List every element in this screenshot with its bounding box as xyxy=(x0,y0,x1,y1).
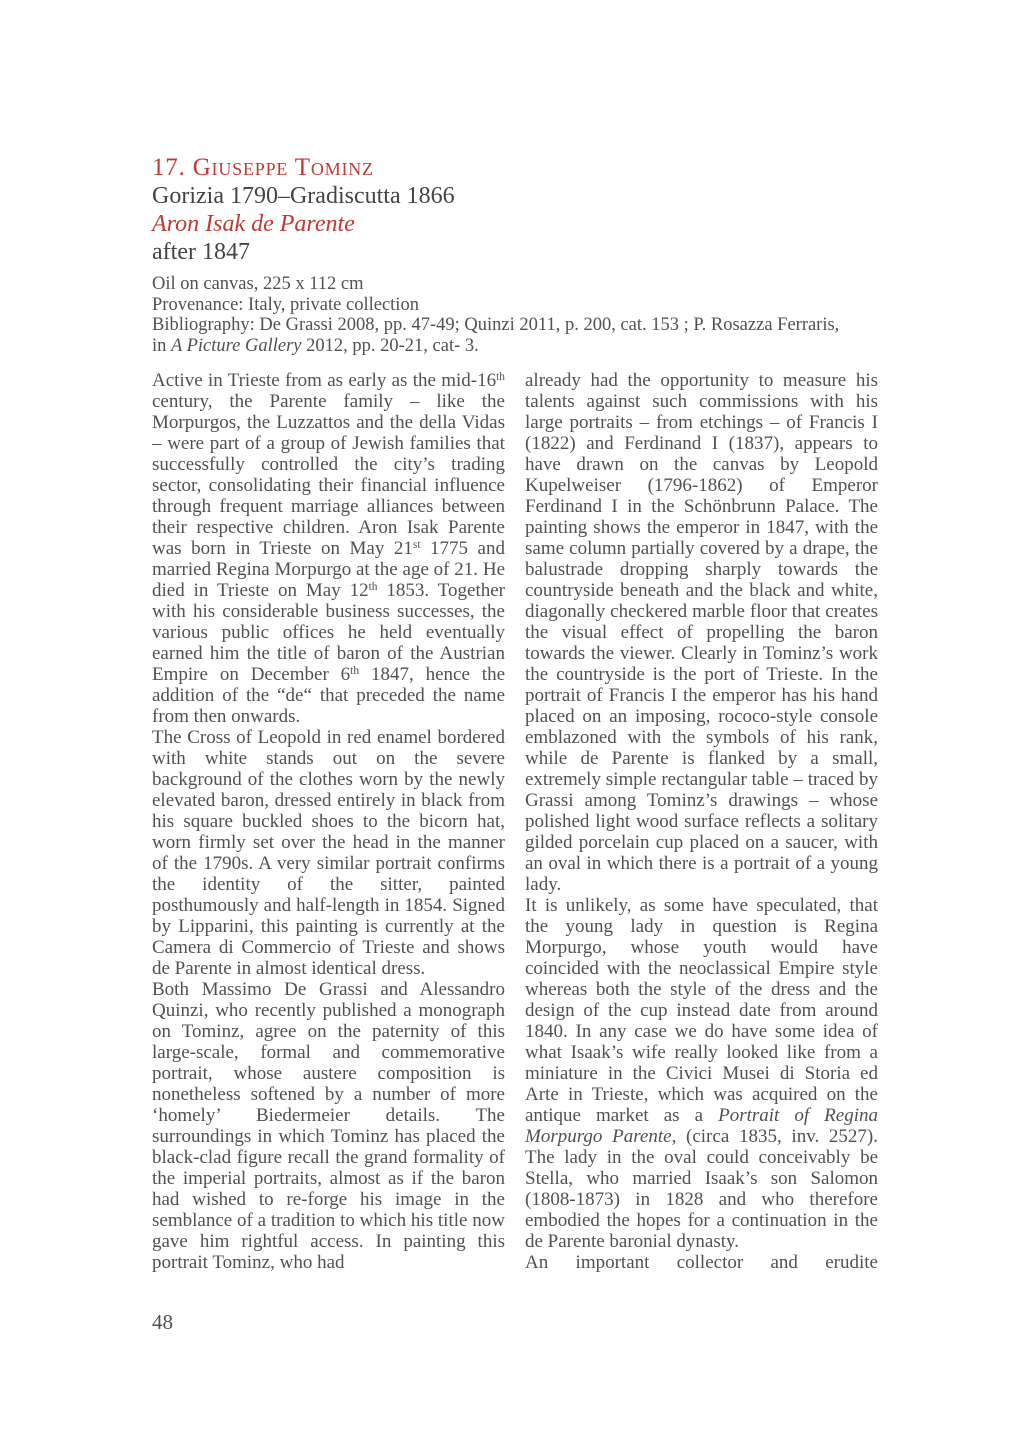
right-column xyxy=(525,370,878,1273)
entry-heading: 17. Giuseppe Tominz xyxy=(152,154,374,181)
work-title: Aron Isak de Parente xyxy=(152,211,355,237)
bibliography-line-1: Bibliography: De Grassi 2008, pp. 47-49; Quinzi 2011, p. 200, cat. 153 ; P. Rosazza Ferraris, xyxy=(152,315,840,335)
paragraph: The Cross of Leopold in red enamel bordered with white stands out on the severe background of the clothes worn by the newly elevated baron, dressed entirely in black from his square buckled shoes to the bicorn hat, worn firmly set over the head in the manner of the 1790s. A very similar portrait confirms the identity of the sitter, painted posthumously and half-length in 1854. Signed by Lipparini, this painting is currently at the Camera di Commercio of Trieste and shows de Parente in almost identical dress. xyxy=(152,727,505,979)
work-date: after 1847 xyxy=(152,239,250,265)
page-content xyxy=(152,153,878,1273)
medium-line: Oil on canvas, 225 x 112 cm xyxy=(152,274,364,294)
paragraph: An important collector and erudite xyxy=(525,1252,878,1273)
paragraph: It is unlikely, as some have speculated, that the young lady in question is Regina Morpurgo, whose youth would have coincided with the neoclassical Empire style whereas both the style of the dress and the design of the cup instead date from around 1840. In any case we do have some idea of what Isaak’s wife really looked like from a miniature in the Civici Musei di Storia ed Arte in Trieste, which was acquired on the antique market as a Portrait of Regina Morpurgo Parente, (circa 1835, inv. 2527). The lady in the oval could conceivably be Stella, who married Isaak’s son Salomon (1808-1873) in 1828 and who therefore embodied the hopes for a continuation in the de Parente baronial dynasty. xyxy=(525,895,878,1252)
paragraph: Active in Trieste from as early as the mid-16th century, the Parente family – like the Morpurgos, the Luzzattos and the della Vidas – were part of a group of Jewish families that successfully controlled the city’s trading sector, consolidating their financial influence through frequent marriage alliances between their respective children. Aron Isak Parente was born in Trieste on May 21st 1775 and married Regina Morpurgo at the age of 21. He died in Trieste on May 12th 1853. Together with his considerable business successes, the various public offices he held eventually earned him the title of baron of the Austrian Empire on December 6th 1847, hence the addition of the “de“ that preceded the name from then onwards. xyxy=(152,370,505,727)
provenance-line: Provenance: Italy, private collection xyxy=(152,294,419,315)
artist-dates: Gorizia 1790–Gradiscutta 1866 xyxy=(152,183,455,209)
paragraph: already had the opportunity to measure his talents against such commissions with his large portraits – from etchings – of Francis I (1822) and Ferdinand I (1837), appears to have drawn on the canvas by Leopold Kupelweiser (1796-1862) of Emperor Ferdinand I in the Schönbrunn Palace. The painting shows the emperor in 1847, with the same column partially covered by a drape, the balustrade dropping sharply towards the countryside beneath and the black and white, diagonally checkered marble floor that creates the visual effect of propelling the baron towards the viewer. Clearly in Tominz’s work the countryside is the port of Trieste. In the portrait of Francis I the emperor has his hand placed on an imposing, rococo-style console emblazoned with the symbols of his rank, while de Parente is flanked by a small, extremely simple rectangular table – traced by Grassi among Tominz’s drawings – whose polished light wood surface reflects a solitary gilded porcelain cup placed on a saucer, with an oval in which there is a portrait of a young lady. xyxy=(525,370,878,895)
page-number: 48 xyxy=(152,1310,173,1334)
entry-header xyxy=(152,153,878,266)
work-details xyxy=(152,274,878,356)
body-text xyxy=(152,370,878,1273)
paragraph: Both Massimo De Grassi and Alessandro Quinzi, who recently published a monograph on Tominz, agree on the paternity of this large-scale, formal and commemorative portrait, whose austere composition is nonetheless softened by a number of more ‘homely’ Biedermeier details. The surroundings in which Tominz has placed the black-clad figure recall the grand formality of the imperial portraits, almost as if the baron had wished to re-forge his image in the semblance of a tradition to which his title now gave him rightful access. In painting this portrait Tominz, who had xyxy=(152,979,505,1273)
left-column xyxy=(152,370,505,1273)
bibliography-line-2: in A Picture Gallery 2012, pp. 20-21, cat- 3. xyxy=(152,335,479,356)
